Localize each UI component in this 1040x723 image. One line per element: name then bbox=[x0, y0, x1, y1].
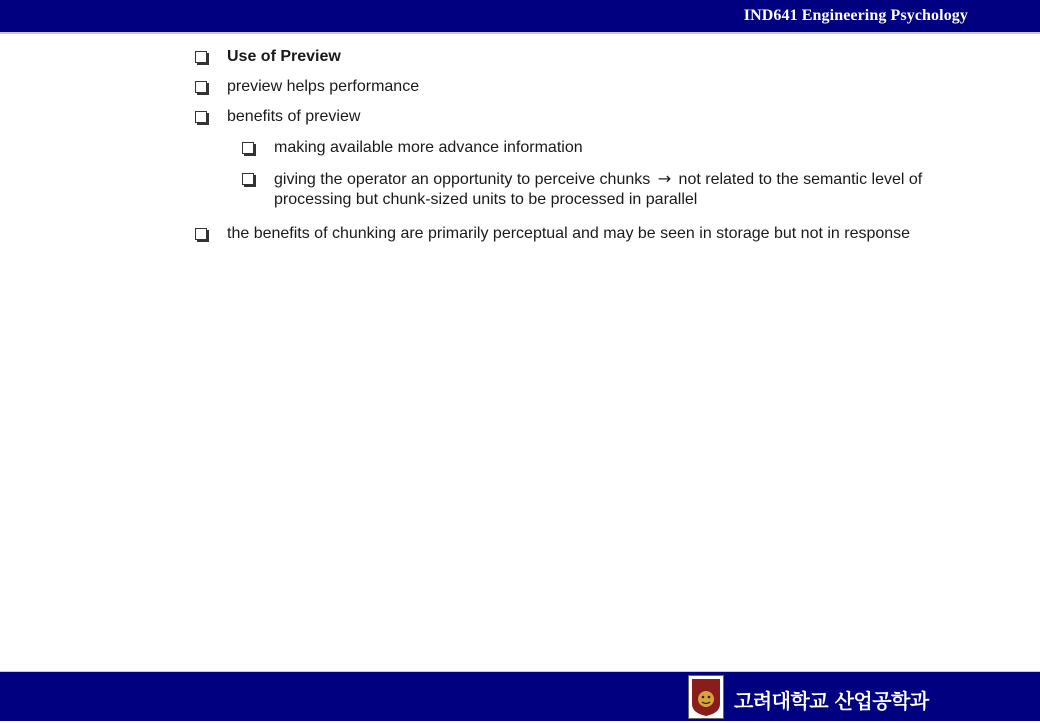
bullet-preview-helps bbox=[195, 77, 995, 97]
bullet-text: benefits of preview bbox=[227, 108, 361, 125]
bullet-benefits-of-preview bbox=[195, 107, 995, 127]
header-bar bbox=[0, 0, 1040, 34]
checkbox-bullet-icon bbox=[242, 173, 254, 185]
bullet-text bbox=[274, 169, 934, 210]
checkbox-bullet-icon bbox=[195, 81, 207, 93]
department-name: 고려대학교 산업공학과 bbox=[734, 689, 929, 713]
bullet-text-part2: not related to the semantic level of processing but chunk-sized units to be processed in parallel bbox=[274, 171, 923, 208]
subbullet-perceive-chunks bbox=[195, 169, 934, 210]
bullet-text: making available more advance information bbox=[274, 139, 583, 156]
bullet-text: the benefits of chunking are primarily perceptual and may be seen in storage but not in response bbox=[227, 225, 911, 242]
footer-bar bbox=[0, 671, 1040, 721]
slide-content bbox=[195, 47, 995, 244]
bullet-text: Use of Preview bbox=[227, 48, 341, 65]
course-title: IND641 Engineering Psychology bbox=[743, 7, 968, 24]
checkbox-bullet-icon bbox=[242, 142, 254, 154]
bullet-benefits-of-chunking bbox=[195, 224, 995, 244]
bullet-text: preview helps performance bbox=[227, 78, 420, 95]
checkbox-bullet-icon bbox=[195, 111, 207, 123]
right-arrow-icon: → bbox=[657, 169, 672, 188]
bullet-text-part1: giving the operator an opportunity to perceive chunks bbox=[274, 171, 651, 188]
checkbox-bullet-icon bbox=[195, 51, 207, 63]
university-crest-logo bbox=[688, 675, 724, 719]
crest-icon bbox=[689, 676, 723, 718]
subbullet-advance-information bbox=[195, 138, 995, 158]
checkbox-bullet-icon bbox=[195, 228, 207, 240]
bullet-use-of-preview bbox=[195, 47, 995, 67]
